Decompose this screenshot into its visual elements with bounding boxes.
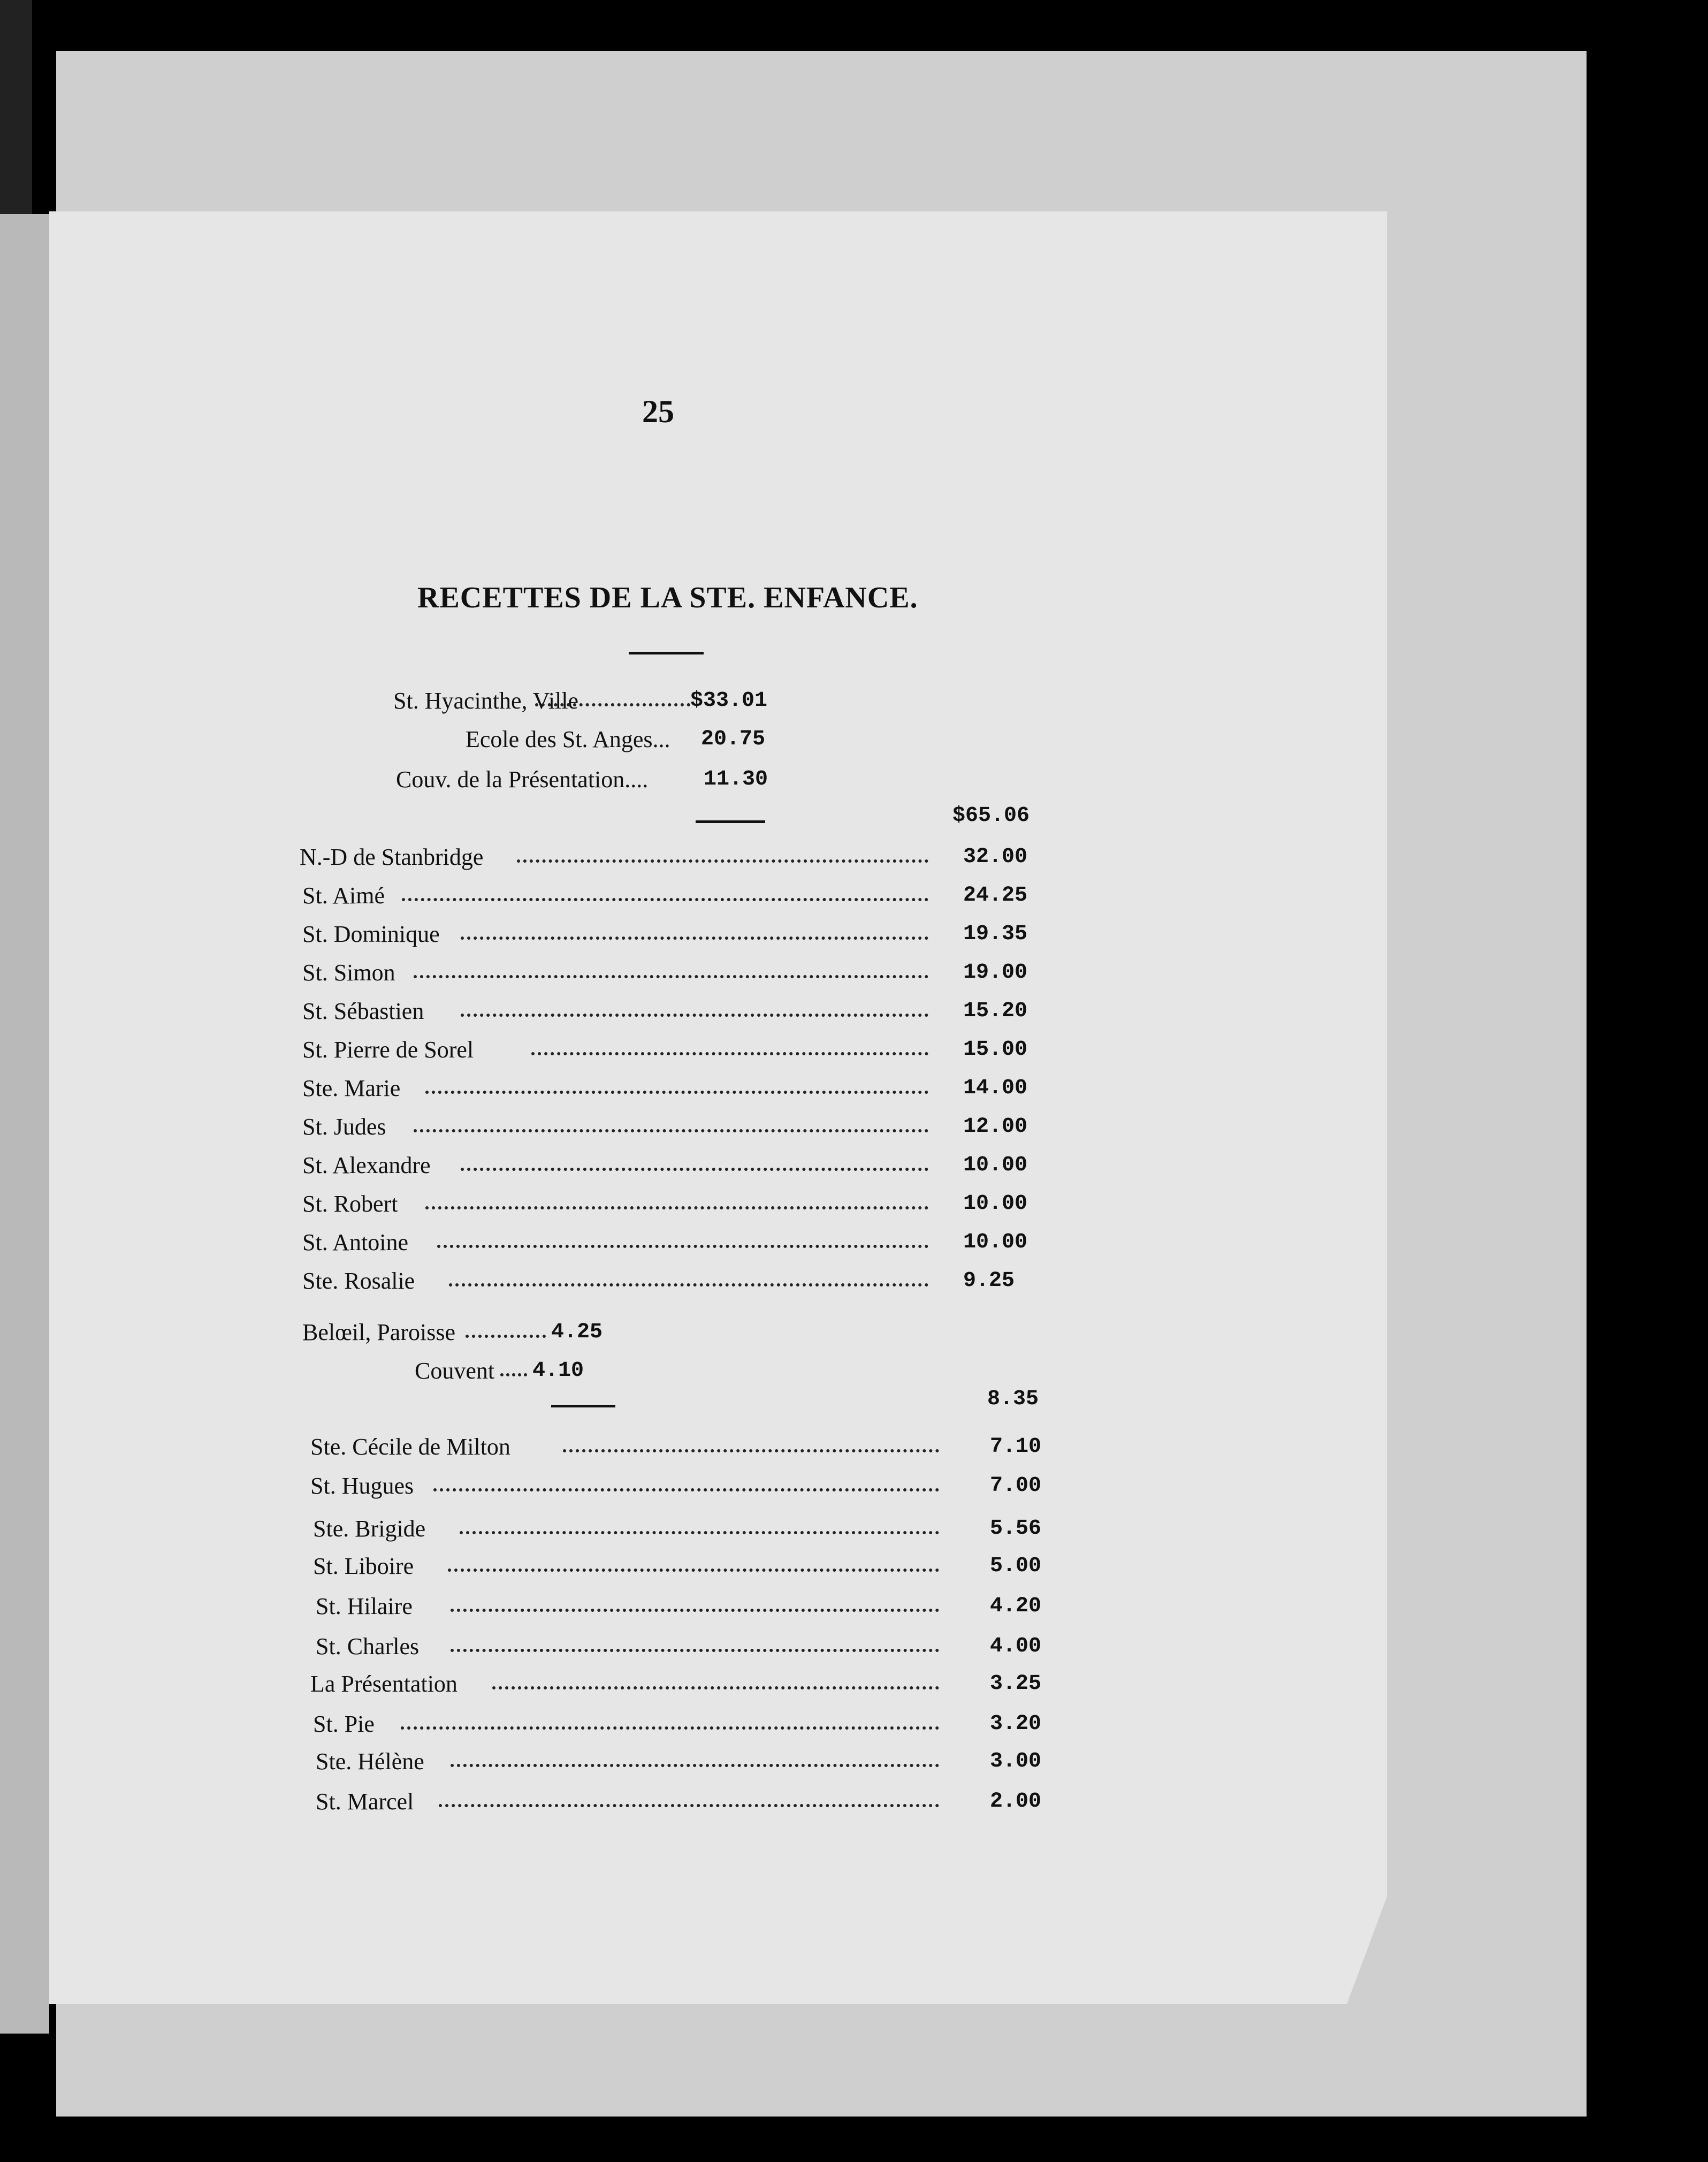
- leader-dots: [414, 972, 928, 978]
- amount: 9.25: [963, 1269, 1015, 1293]
- ledger-row: [302, 1225, 1081, 1260]
- ledger-row: [313, 1549, 1108, 1584]
- ledger-row: [313, 1707, 1108, 1741]
- leader-dots: [535, 700, 690, 706]
- parish-name: St. Pierre de Sorel: [302, 1037, 474, 1063]
- ledger-row: [302, 1315, 669, 1350]
- parish-name: St. Alexandre: [302, 1152, 431, 1178]
- leader-dots: [500, 1370, 527, 1376]
- title-underline: [629, 652, 704, 654]
- leader-dots: [461, 1010, 928, 1017]
- left-page-edge: [0, 214, 49, 2034]
- amount: 10.00: [963, 1153, 1028, 1177]
- parish-name: Ecole des St. Anges...: [466, 726, 670, 752]
- dark-corner: [0, 0, 32, 214]
- parish-name: St. Antoine: [302, 1229, 409, 1255]
- parish-name: St. Liboire: [313, 1553, 414, 1579]
- page-title: RECETTES DE LA STE. ENFANCE.: [417, 581, 918, 614]
- ledger-row: [302, 917, 1081, 951]
- leader-dots: [402, 895, 928, 901]
- ledger-row: [415, 1354, 650, 1388]
- parish-name: St. Charles: [316, 1633, 420, 1659]
- leader-dots: [433, 1485, 939, 1491]
- leader-dots: [531, 1049, 928, 1055]
- ledger-row: [316, 1589, 1108, 1624]
- leader-dots: [401, 1723, 939, 1730]
- parish-name: La Présentation: [310, 1671, 458, 1697]
- ledger-row: [310, 1469, 1108, 1503]
- leader-dots: [460, 1528, 939, 1534]
- parish-name: Ste. Brigide: [313, 1516, 426, 1542]
- leader-dots: [425, 1203, 928, 1209]
- parish-name: Ste. Rosalie: [302, 1268, 415, 1294]
- amount: 19.35: [963, 922, 1028, 946]
- subtotal: $65.06: [952, 804, 1030, 828]
- amount: 20.75: [701, 727, 766, 751]
- subtotal: 8.35: [987, 1387, 1039, 1411]
- ledger-row: [396, 763, 821, 797]
- amount: 15.00: [963, 1038, 1028, 1062]
- amount: 4.25: [551, 1320, 603, 1344]
- ledger-row: [466, 722, 819, 757]
- amount: 4.00: [990, 1634, 1042, 1658]
- amount: 3.00: [990, 1749, 1042, 1773]
- amount: 10.00: [963, 1192, 1028, 1216]
- amount: 5.00: [990, 1554, 1042, 1578]
- parish-name: Couv. de la Présentation....: [396, 766, 649, 793]
- amount: 19.00: [963, 961, 1028, 985]
- leader-dots: [492, 1683, 939, 1689]
- leader-dots: [451, 1605, 939, 1612]
- ledger-row: [302, 879, 1081, 913]
- ledger-row: [393, 684, 808, 718]
- ledger-row: [316, 1785, 1108, 1819]
- ledger-row: [313, 1512, 1108, 1546]
- ledger-row: [310, 1430, 1108, 1464]
- leader-dots: [449, 1280, 928, 1286]
- amount: 4.10: [532, 1359, 584, 1383]
- amount: 15.20: [963, 999, 1028, 1023]
- page-number: 25: [642, 394, 674, 429]
- amount: $33.01: [690, 689, 768, 713]
- subtotal-rule: [696, 820, 765, 823]
- ledger-row: [302, 1187, 1081, 1221]
- leader-dots: [563, 1446, 939, 1452]
- leader-dots: [437, 1242, 928, 1248]
- ledger-row: [302, 994, 1081, 1029]
- parish-name: Ste. Hélène: [316, 1748, 424, 1775]
- parish-name: St. Sébastien: [302, 998, 424, 1024]
- leader-dots: [466, 1331, 546, 1338]
- amount: 11.30: [704, 767, 768, 791]
- ledger-row: [302, 1071, 1081, 1106]
- leader-dots: [451, 1646, 939, 1652]
- amount: 10.00: [963, 1230, 1028, 1254]
- parish-name: St. Marcel: [316, 1788, 414, 1815]
- ledger-row: [300, 840, 1081, 874]
- parish-name: St. Pie: [313, 1711, 375, 1737]
- amount: 14.00: [963, 1076, 1028, 1100]
- amount: 24.25: [963, 884, 1028, 908]
- leader-dots: [451, 1761, 939, 1767]
- leader-dots: [439, 1801, 939, 1807]
- parish-name: St. Hyacinthe, Ville: [393, 688, 579, 714]
- parish-name: St. Judes: [302, 1114, 386, 1140]
- leader-dots: [425, 1087, 928, 1094]
- leader-dots: [461, 1164, 928, 1171]
- parish-name: Ste. Marie: [302, 1075, 401, 1101]
- ledger-row: [302, 1148, 1081, 1183]
- parish-name: St. Simon: [302, 960, 395, 986]
- subtotal-rule: [551, 1405, 615, 1407]
- ledger-row: [302, 1110, 1081, 1144]
- leader-dots: [517, 856, 928, 863]
- amount: 12.00: [963, 1115, 1028, 1139]
- parish-name: St. Aimé: [302, 882, 385, 909]
- parish-name: Couvent: [415, 1358, 495, 1384]
- amount: 2.00: [990, 1790, 1042, 1814]
- parish-name: St. Hugues: [310, 1473, 414, 1499]
- amount: 5.56: [990, 1517, 1042, 1541]
- parish-name: Ste. Cécile de Milton: [310, 1434, 510, 1460]
- amount: 3.20: [990, 1712, 1042, 1736]
- leader-dots: [461, 933, 928, 940]
- parish-name: St. Robert: [302, 1191, 398, 1217]
- ledger-row: [302, 1033, 1081, 1067]
- leader-dots: [448, 1565, 939, 1572]
- ledger-row: [302, 1264, 1081, 1298]
- ledger-row: [316, 1745, 1108, 1779]
- parish-name: Belœil, Paroisse: [302, 1319, 455, 1345]
- ledger-row: [302, 956, 1081, 990]
- parish-name: St. Hilaire: [316, 1593, 413, 1619]
- parish-name: N.-D de Stanbridge: [300, 844, 484, 870]
- ledger-row: [316, 1630, 1108, 1664]
- ledger-row: [310, 1667, 1108, 1701]
- amount: 4.20: [990, 1594, 1042, 1618]
- amount: 7.10: [990, 1435, 1042, 1459]
- amount: 7.00: [990, 1474, 1042, 1498]
- amount: 3.25: [990, 1672, 1042, 1696]
- amount: 32.00: [963, 845, 1028, 869]
- parish-name: St. Dominique: [302, 921, 440, 947]
- leader-dots: [414, 1126, 928, 1132]
